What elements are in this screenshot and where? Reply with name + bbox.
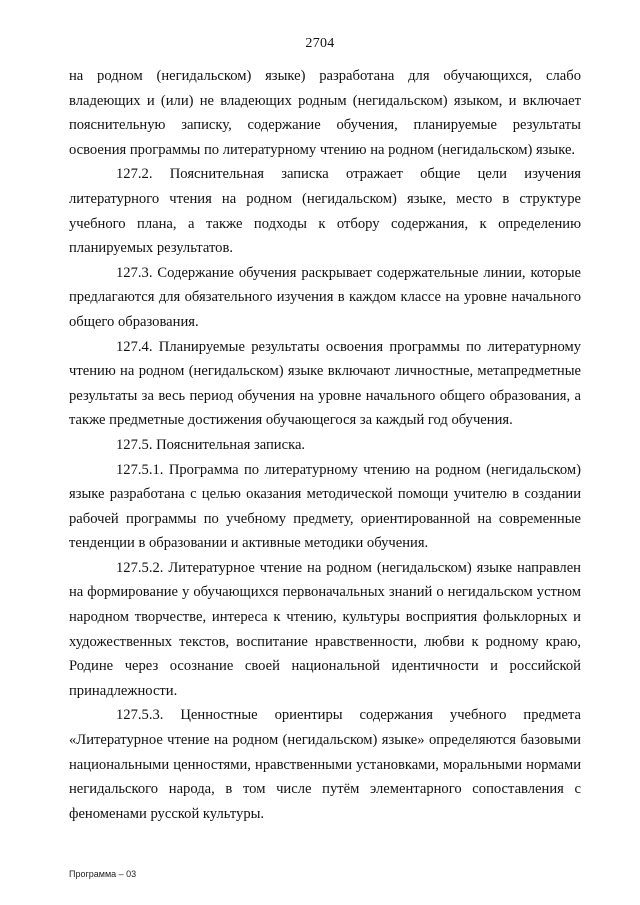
paragraph-127-5-2: 127.5.2. Литературное чтение на родном (негидальском) языке направлен на формирование у обучающихся первоначальных знаний о негидальском устном народном творчестве, интереса к чтению, культуры восприятия фольклорных и художественных текстов, воспитание нравственности, любви к родному краю, Родине через осознание своей национальной идентичности и российской принадлежности. [69, 559, 581, 699]
paragraph-127-5-1: 127.5.1. Программа по литературному чтению на родном (негидальском) языке разработана с целью оказания методической помощи учителю в создании рабочей программы по учебному предмету, ориентированной на современные тенденции в образовании и активные методики обучения. [69, 461, 581, 552]
paragraph-127-2: 127.2. Пояснительная записка отражает общие цели изучения литературного чтения на родном (негидальском) языке, место в структуре учебного плана, а также подходы к отбору содержания, к определению планируемых результатов. [69, 166, 581, 257]
paragraph-127-3: 127.3. Содержание обучения раскрывает содержательные линии, которые предлагаются для обязательного изучения в каждом классе на уровне начального общего образования. [69, 264, 581, 330]
footer-label: Программа – 03 [69, 869, 137, 879]
paragraph-127-4: 127.4. Планируемые результаты освоения программы по литературному чтению на родном (негидальском) языке включают личностные, метапредметные результаты за весь период обучения на уровне начального общего образования, а также предметные достижения обучающегося за каждый год обучения. [69, 338, 581, 429]
paragraph-127-5-3: 127.5.3. Ценностные ориентиры содержания учебного предмета «Литературное чтение на родном (негидальском) языке» определяются базовыми национальными ценностями, нравственными установками, моральными нормами негидальского народа, в том числе путём элементарного сопоставления с феноменами русской культуры. [69, 707, 581, 822]
paragraph-127-5: 127.5. Пояснительная записка. [116, 436, 306, 453]
page-number: 2704 [305, 36, 335, 51]
paragraph-continuation: на родном (негидальском) языке) разработана для обучающихся, слабо владеющих и (или) не владеющих родным (негидальском) языком, и включает пояснительную записку, содержание обучения, планируемые результаты освоения программы по литературному чтению на родном (негидальском) языке. [69, 68, 581, 158]
document-body [69, 64, 581, 826]
